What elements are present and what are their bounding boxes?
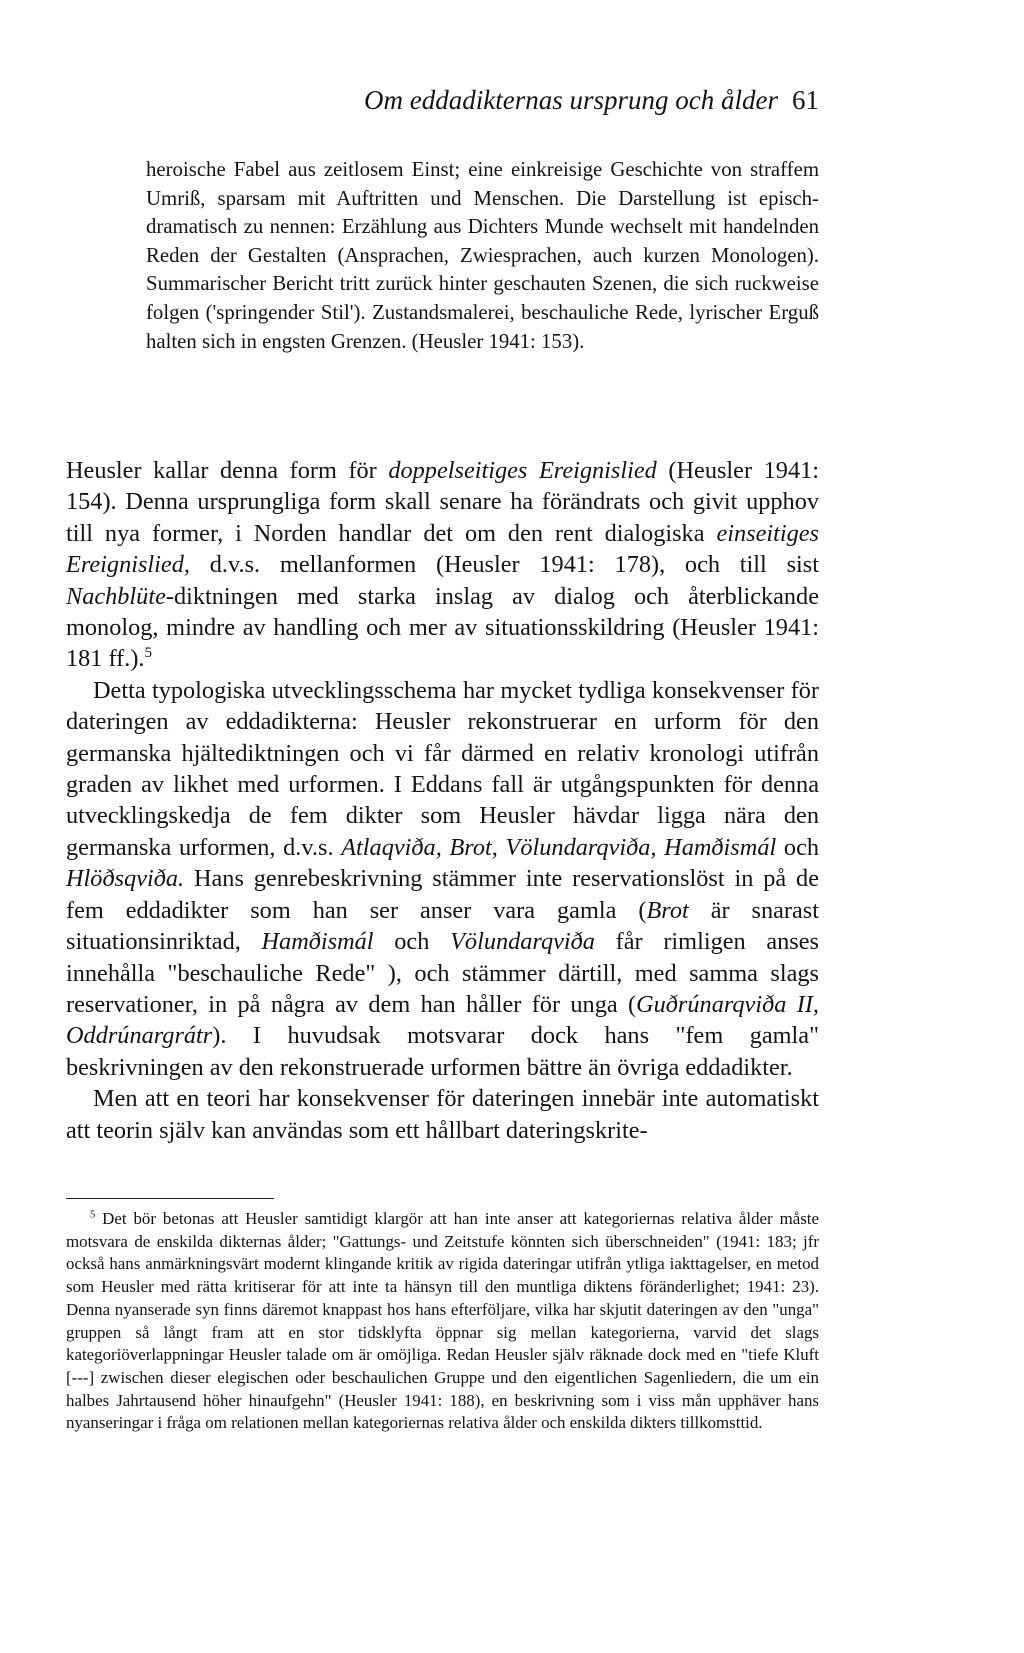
text-run: Men att en teori har konsekvenser för dateringen innebär inte automatiskt att teorin själv kan användas som ett hållbart dateringskrite- <box>66 1085 819 1144</box>
text-run: Heusler kallar denna form för <box>66 457 389 484</box>
running-head <box>66 84 819 116</box>
block-quote <box>146 156 819 356</box>
text-run: ). I huvudsak motsvarar dock hans "fem gamla" beskrivningen av den rekonstruerade urformen bättre än övriga eddadikter. <box>66 1022 819 1081</box>
italic-term: II, <box>796 990 819 1018</box>
italic-term: Atlaqviða, Brot, Völundarqviða, Hamðismál <box>341 833 777 861</box>
text-run: (Heusler 1941: 154). Denna ursprungliga form skall senare ha förändrats och givit upphov till nya former, i Norden handlar det om den rent dialogiska <box>66 457 819 547</box>
text-run: får rimligen anses innehålla "beschauliche Rede" ), och stämmer därtill, med samma slags reservationer, in på några av dem han håller för unga ( <box>66 928 820 1018</box>
footnote-divider <box>66 1198 274 1199</box>
text-run: Hans genrebeskrivning stämmer inte reservationslöst in på de fem eddadikter som han ser anser vara gamla ( <box>66 865 819 924</box>
text-run: Detta typologiska utvecklingsschema har mycket tydliga konsekvenser för dateringen av eddadikterna: Heusler rekonstruerar en urform för den germanska hjältediktningen och vi får därmed en relativ kronologi utifrån graden av likhet med urformen. I Eddans fall är utgångspunkten för denna utvecklingskedja de fem dikter som Heusler hävdar ligga nära den germanska urformen, d.v.s. <box>66 676 819 861</box>
footnote-5 <box>66 1208 819 1435</box>
italic-term: Hamðismál <box>261 928 374 956</box>
text-run: -diktningen med starka inslag av dialog och återblickande monolog, mindre av handling och mer av situationsskildring (Heusler 1941: 181 ff.). <box>66 582 819 673</box>
italic-term: Hlöðsqviða. <box>66 865 185 893</box>
italic-term: Oddrúnargrátr <box>66 1022 213 1050</box>
footnote-text: Det bör betonas att Heusler samtidigt klargör att han inte anser att kategoriernas relativa ålder måste motsvara de enskilda dikternas ålder; "Gattungs- und Zeitstufe könnten sich überschneiden" (1941: 183; jfr också hans anmärkningsvärt modernt klingande kritik av rigida dateringar utifrån ytliga iakttagelser, en metod som Heusler med rätta kritiserar för att inte ta hänsyn till den muntliga diktens föränderlighet; 1941: 23). Denna nyanserade syn finns däremot knappast hos hans efterföljare, vilka har skjutit dateringen av den "unga" gruppen så långt fram att en stor tidsklyfta öppnar sig mellan kategorierna, varvid det slags kategoriöverlappningar Heusler talade om är omöjliga. Redan Heusler själv räknade dock med en "tiefe Kluft [---] zwischen dieser elegischen oder beschaulichen Gruppe und den eigentlichen Sagenliedern, die um ein halbes Jahrtausend höher hinaufgehn" (Heusler 1941: 188), en beskrivning som i viss mån upphäver hans nyanseringar i fråga om relationen mellan kategoriernas relativa ålder och enskilda dikters tillkomsttid. <box>66 1209 819 1433</box>
paragraph-3 <box>66 1083 819 1146</box>
page-number: 61 <box>792 85 819 115</box>
quote-text: heroische Fabel aus zeitlosem Einst; eine einkreisige Geschichte von straffem Umriß, sparsam mit Auftritten und Menschen. Die Darstellung ist episch-dramatisch zu nennen: Erzählung aus Dichters Munde wechselt mit handelnden Reden der Gestalten (Ansprachen, Zwiesprachen, auch kurzen Monologen). Summarischer Bericht tritt zurück hinter geschauten Szenen, die sich ruckweise folgen ('springender Stil'). Zustandsmalerei, beschauliche Rede, lyrischer Erguß halten sich in engsten Grenzen. (Heusler 1941: 153). <box>146 158 819 353</box>
text-run: och <box>776 833 819 861</box>
italic-term: Völundarqviða <box>450 928 595 956</box>
footnote-reference: 5 <box>144 645 153 662</box>
paragraph-1 <box>66 455 819 675</box>
body-text <box>66 455 819 1146</box>
italic-term: Guðrúnarqviða <box>636 990 787 1018</box>
italic-term: Brot <box>646 896 689 924</box>
italic-term: einseitiges Ereignislied, <box>66 519 819 579</box>
text-run: och <box>373 928 451 956</box>
running-title: Om eddadikternas ursprung och ålder <box>364 85 778 115</box>
footnote-marker: 5 <box>90 1209 96 1221</box>
italic-term: Nachblüte <box>66 582 166 610</box>
text-run: är snarast situationsinriktad, <box>66 896 819 956</box>
paragraph-2 <box>66 675 819 1083</box>
footnote <box>66 1208 819 1435</box>
text-run: d.v.s. mellanformen (Heusler 1941: 178), och till sist <box>189 551 819 579</box>
italic-term: doppelseitiges Ereignislied <box>388 457 657 484</box>
